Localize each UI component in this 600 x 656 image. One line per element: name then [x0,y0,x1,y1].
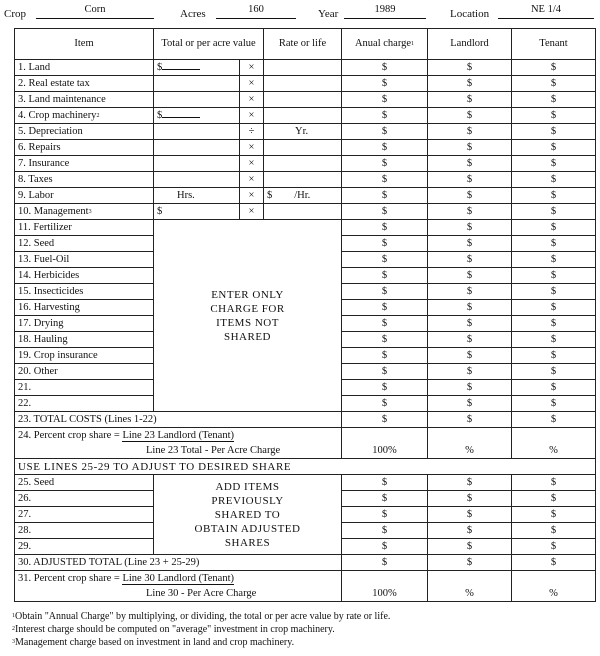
item-label: 16. Harvesting [15,300,154,316]
landlord-charge-cell[interactable] [428,252,512,268]
landlord-charge-cell[interactable] [428,412,512,428]
landlord-charge-cell[interactable] [428,76,512,92]
dollar-sign: $ [466,109,473,121]
cost-table [14,28,596,602]
tenant-charge-cell[interactable] [512,76,596,92]
tenant-blank [512,571,596,587]
pct-landlord[interactable]: % [428,586,512,602]
landlord-charge-cell[interactable] [428,236,512,252]
dollar-sign: $ [381,381,388,393]
crop-share-denominator: Line 23 Total - Per Acre Charge [15,443,342,459]
rate-cell[interactable] [264,204,342,220]
dollar-sign: $ [550,157,557,169]
annual-charge-cell[interactable] [342,76,428,92]
tenant-charge-cell[interactable] [512,555,596,571]
tenant-charge-cell[interactable] [512,507,596,523]
dollar-sign: $ [550,237,557,249]
landlord-charge-cell[interactable] [428,332,512,348]
landlord-charge-cell[interactable] [428,284,512,300]
footnote-1: $^1$Obtain "Annual Charge" by multiplying, or dividing, the total or per acre value by rate or life. [12,611,391,622]
adjusted-total-row [15,555,596,571]
dollar-sign: $ [550,253,557,265]
pct-annual: 100% [342,586,428,602]
dollar-sign: $ [466,301,473,313]
adjust-heading-row [15,459,596,475]
dollar-sign: $ [381,173,388,185]
annual-charge-cell[interactable] [342,220,428,236]
annual-charge-cell[interactable] [342,108,428,124]
tenant-charge-cell[interactable] [512,252,596,268]
crop-share-row [15,428,596,444]
item-label: 8. Taxes [15,172,154,188]
adjust-heading: USE LINES 25-29 TO ADJUST TO DESIRED SHARE [15,459,596,475]
item-label: 9. Labor [15,188,154,204]
dollar-sign: $ [466,157,473,169]
dollar-sign: $ [466,413,473,425]
dollar-sign: $ [550,508,557,520]
annual-charge-cell[interactable] [342,60,428,76]
pct-landlord[interactable]: % [428,443,512,459]
annual-blank [342,571,428,587]
annual-charge-cell[interactable] [342,188,428,204]
landlord-charge-cell[interactable] [428,92,512,108]
landlord-charge-cell[interactable] [428,108,512,124]
dollar-sign: $ [381,141,388,153]
times-icon: × [240,204,264,220]
year-value: 1989 [344,4,426,19]
landlord-charge-cell[interactable] [428,475,512,491]
item-label: 17. Drying [15,316,154,332]
times-icon: × [240,76,264,92]
dollar-sign: $ [381,109,388,121]
item-row [15,156,596,172]
total-value-cell[interactable]: $ [154,108,240,124]
location-value: NE 1/4 [498,4,594,19]
dollar-sign: $ [550,476,557,488]
times-icon: × [240,156,264,172]
times-icon: × [240,172,264,188]
dollar-sign: $ [466,556,473,568]
tenant-charge-cell[interactable] [512,348,596,364]
annual-charge-cell[interactable] [342,316,428,332]
times-icon: × [240,60,264,76]
col-tenant: Tenant [512,29,596,60]
dollar-sign: $ [550,285,557,297]
annual-charge-cell[interactable] [342,124,428,140]
item-label: 18. Hauling [15,332,154,348]
item-label: 6. Repairs [15,140,154,156]
total-value-cell[interactable]: $ [154,60,240,76]
tenant-charge-cell[interactable] [512,156,596,172]
landlord-charge-cell[interactable] [428,172,512,188]
item-row [15,76,596,92]
dollar-sign: $ [550,381,557,393]
dollar-sign: $ [381,301,388,313]
adjust-item-label: 27. [15,507,154,523]
dollar-sign: $ [550,540,557,552]
item-label: 4. Crop machinery$^2$ [15,108,154,124]
annual-charge-cell[interactable] [342,92,428,108]
landlord-charge-cell[interactable] [428,491,512,507]
rate-cell[interactable] [264,156,342,172]
annual-charge-cell[interactable] [342,555,428,571]
dollar-sign: $ [550,173,557,185]
total-costs-label: 23. TOTAL COSTS (Lines 1-22) [15,412,342,428]
crop-share-denominator-row [15,443,596,459]
dollar-sign: $ [550,109,557,121]
crop-share-denominator: Line 30 - Per Acre Charge [15,586,342,602]
item-row [15,204,596,220]
rate-cell[interactable] [264,76,342,92]
annual-charge-cell[interactable] [342,332,428,348]
annual-charge-cell[interactable] [342,156,428,172]
not-shared-note: ENTER ONLY CHARGE FOR ITEMS NOT SHARED [154,220,342,412]
annual-charge-cell[interactable] [342,348,428,364]
adjust-item-label: 29. [15,539,154,555]
dollar-sign: $ [550,524,557,536]
dollar-sign: $ [381,237,388,249]
rate-cell[interactable]: Yr. [264,124,342,140]
item-row [15,172,596,188]
dollar-sign: $ [466,141,473,153]
dollar-sign: $ [466,333,473,345]
dollar-sign: $ [550,397,557,409]
crop-share-formula: 31. Percent crop share = Line 30 Landlord (Tenant) [15,571,342,587]
dollar-sign: $ [381,492,388,504]
total-value-cell[interactable] [154,92,240,108]
tenant-charge-cell[interactable] [512,380,596,396]
annual-charge-cell[interactable] [342,300,428,316]
tenant-charge-cell[interactable] [512,220,596,236]
annual-charge-cell[interactable] [342,491,428,507]
annual-charge-cell[interactable] [342,396,428,412]
tenant-charge-cell[interactable] [512,92,596,108]
dollar-sign: $ [381,269,388,281]
tenant-charge-cell[interactable] [512,236,596,252]
item-label: 21. [15,380,154,396]
dollar-sign: $ [550,349,557,361]
landlord-charge-cell[interactable] [428,364,512,380]
landlord-charge-cell[interactable] [428,380,512,396]
item-row [15,140,596,156]
dollar-sign: $ [381,397,388,409]
rate-cell[interactable] [264,92,342,108]
year-label: Year [318,8,339,20]
landlord-blank [428,571,512,587]
dollar-sign: $ [466,381,473,393]
item-label: 5. Depreciation [15,124,154,140]
dollar-sign: $ [550,556,557,568]
item-label: 11. Fertilizer [15,220,154,236]
dollar-sign: $ [381,77,388,89]
tenant-charge-cell[interactable] [512,268,596,284]
crop-share-row [15,571,596,587]
rate-cell[interactable] [264,140,342,156]
tenant-charge-cell[interactable] [512,60,596,76]
total-value-cell[interactable] [154,140,240,156]
col-annual: Anual charge$^1$ [342,29,428,60]
column-header-row [15,29,596,60]
dollar-sign: $ [381,349,388,361]
total-value-cell[interactable] [154,124,240,140]
annual-charge-cell[interactable] [342,523,428,539]
dollar-sign: $ [550,301,557,313]
form-header [4,4,596,26]
annual-charge-cell[interactable] [342,172,428,188]
times-icon: × [240,108,264,124]
adjust-item-row [15,475,596,491]
col-item: Item [15,29,154,60]
item-label: 2. Real estate tax [15,76,154,92]
landlord-charge-cell[interactable] [428,220,512,236]
annual-blank [342,428,428,444]
times-icon: × [240,140,264,156]
landlord-charge-cell[interactable] [428,156,512,172]
crop-label: Crop [4,8,26,20]
tenant-charge-cell[interactable] [512,316,596,332]
landlord-charge-cell[interactable] [428,300,512,316]
rate-cell[interactable] [264,108,342,124]
rate-cell[interactable]: $ /Hr. [264,188,342,204]
dollar-sign: $ [550,413,557,425]
landlord-blank [428,428,512,444]
item-row [15,92,596,108]
annual-charge-cell[interactable] [342,284,428,300]
dollar-sign: $ [466,253,473,265]
landlord-charge-cell[interactable] [428,396,512,412]
annual-charge-cell[interactable] [342,204,428,220]
dollar-sign: $ [381,125,388,137]
landlord-charge-cell[interactable] [428,204,512,220]
dollar-sign: $ [550,269,557,281]
dollar-sign: $ [381,205,388,217]
tenant-charge-cell[interactable] [512,475,596,491]
dollar-sign: $ [381,365,388,377]
landlord-charge-cell[interactable] [428,507,512,523]
rate-cell[interactable] [264,172,342,188]
dollar-sign: $ [466,476,473,488]
dollar-sign: $ [466,285,473,297]
landlord-charge-cell[interactable] [428,316,512,332]
dollar-sign: $ [381,93,388,105]
annual-charge-cell[interactable] [342,380,428,396]
annual-charge-cell[interactable] [342,268,428,284]
tenant-charge-cell[interactable] [512,364,596,380]
dollar-sign: $ [381,508,388,520]
dollar-sign: $ [550,77,557,89]
divide-icon: ÷ [240,124,264,140]
tenant-charge-cell[interactable] [512,124,596,140]
dollar-sign: $ [466,492,473,504]
item-label: 13. Fuel-Oil [15,252,154,268]
item-label: 1. Land [15,60,154,76]
footnote-3: $^3$Management charge based on investment in land and crop machinery. [12,637,295,648]
landlord-charge-cell[interactable] [428,555,512,571]
dollar-sign: $ [466,93,473,105]
dollar-sign: $ [550,93,557,105]
landlord-charge-cell[interactable] [428,60,512,76]
total-costs-row [15,412,596,428]
acres-label: Acres [180,8,206,20]
annual-charge-cell[interactable] [342,412,428,428]
tenant-charge-cell[interactable] [512,204,596,220]
tenant-charge-cell[interactable] [512,412,596,428]
annual-charge-cell[interactable] [342,140,428,156]
item-label: 7. Insurance [15,156,154,172]
dollar-sign: $ [381,556,388,568]
dollar-sign: $ [466,269,473,281]
item-row [15,108,596,124]
landlord-charge-cell[interactable] [428,348,512,364]
landlord-charge-cell[interactable] [428,124,512,140]
dollar-sign: $ [466,365,473,377]
item-label: 22. [15,396,154,412]
dollar-sign: $ [466,524,473,536]
dollar-sign: $ [381,285,388,297]
dollar-sign: $ [550,365,557,377]
dollar-sign: $ [466,508,473,520]
adjust-item-label: 25. Seed [15,475,154,491]
times-icon: × [240,188,264,204]
dollar-sign: $ [381,253,388,265]
landlord-charge-cell[interactable] [428,523,512,539]
dollar-sign: $ [381,333,388,345]
adjust-item-label: 26. [15,491,154,507]
item-label: 14. Herbicides [15,268,154,284]
item-row [15,124,596,140]
dollar-sign: $ [466,349,473,361]
footnotes [12,610,390,649]
add-items-note: ADD ITEMS PREVIOUSLY SHARED TO OBTAIN ADJUSTED SHARES [154,475,342,555]
dollar-sign: $ [381,524,388,536]
times-icon: × [240,92,264,108]
tenant-charge-cell[interactable] [512,396,596,412]
dollar-sign: $ [466,125,473,137]
dollar-sign: $ [381,317,388,329]
dollar-sign: $ [550,189,557,201]
pct-tenant[interactable]: % [512,586,596,602]
dollar-sign: $ [550,125,557,137]
item-label: 12. Seed [15,236,154,252]
annual-charge-cell[interactable] [342,539,428,555]
dollar-sign: $ [550,205,557,217]
total-value-cell[interactable]: Hrs. [154,188,240,204]
rate-cell[interactable] [264,60,342,76]
col-rate: Rate or life [264,29,342,60]
dollar-sign: $ [381,476,388,488]
crop-share-denominator-row [15,586,596,602]
dollar-sign: $ [381,540,388,552]
acres-value: 160 [216,4,296,19]
dollar-sign: $ [550,61,557,73]
dollar-sign: $ [550,317,557,329]
dollar-sign: $ [550,221,557,233]
footnote-2: $^2$Interest charge should be computed on "average" investment in crop machinery. [12,624,335,635]
tenant-charge-cell[interactable] [512,300,596,316]
dollar-sign: $ [466,221,473,233]
annual-charge-cell[interactable] [342,507,428,523]
dollar-sign: $ [466,237,473,249]
col-landlord: Landlord [428,29,512,60]
landlord-charge-cell[interactable] [428,188,512,204]
adjust-item-label: 28. [15,523,154,539]
dollar-sign: $ [381,189,388,201]
adjusted-total-label: 30. ADJUSTED TOTAL (Line 23 + 25-29) [15,555,342,571]
annual-charge-cell[interactable] [342,364,428,380]
landlord-charge-cell[interactable] [428,268,512,284]
dollar-sign: $ [466,397,473,409]
location-label: Location [450,8,490,20]
landlord-charge-cell[interactable] [428,539,512,555]
total-value-cell[interactable]: $ [154,204,240,220]
crop-share-formula: 24. Percent crop share = Line 23 Landlord (Tenant) [15,428,342,444]
item-label: 19. Crop insurance [15,348,154,364]
tenant-charge-cell[interactable] [512,140,596,156]
tenant-charge-cell[interactable] [512,539,596,555]
total-value-cell[interactable] [154,156,240,172]
dollar-sign: $ [466,189,473,201]
pct-tenant[interactable]: % [512,443,596,459]
dollar-sign: $ [381,157,388,169]
tenant-charge-cell[interactable] [512,108,596,124]
tenant-charge-cell[interactable] [512,332,596,348]
dollar-sign: $ [466,317,473,329]
dollar-sign: $ [550,333,557,345]
annual-charge-cell[interactable] [342,475,428,491]
item-label: 10. Management$^3$ [15,204,154,220]
crop-value: Corn [36,4,154,19]
tenant-blank [512,428,596,444]
item-label: 20. Other [15,364,154,380]
dollar-sign: $ [466,61,473,73]
item-row [15,60,596,76]
tenant-charge-cell[interactable] [512,172,596,188]
tenant-charge-cell[interactable] [512,491,596,507]
dollar-sign: $ [381,61,388,73]
col-total: Total or per acre value [154,29,264,60]
tenant-charge-cell[interactable] [512,188,596,204]
annual-charge-cell[interactable] [342,252,428,268]
dollar-sign: $ [466,540,473,552]
dollar-sign: $ [550,492,557,504]
item-row [15,188,596,204]
dollar-sign: $ [466,77,473,89]
tenant-charge-cell[interactable] [512,523,596,539]
dollar-sign: $ [550,141,557,153]
item-label: 3. Land maintenance [15,92,154,108]
dollar-sign: $ [381,413,388,425]
dollar-sign: $ [466,173,473,185]
dollar-sign: $ [381,221,388,233]
item-row [15,220,596,236]
pct-annual: 100% [342,443,428,459]
total-value-cell[interactable] [154,76,240,92]
landlord-charge-cell[interactable] [428,140,512,156]
total-value-cell[interactable] [154,172,240,188]
dollar-sign: $ [466,205,473,217]
annual-charge-cell[interactable] [342,236,428,252]
item-label: 15. Insecticides [15,284,154,300]
tenant-charge-cell[interactable] [512,284,596,300]
